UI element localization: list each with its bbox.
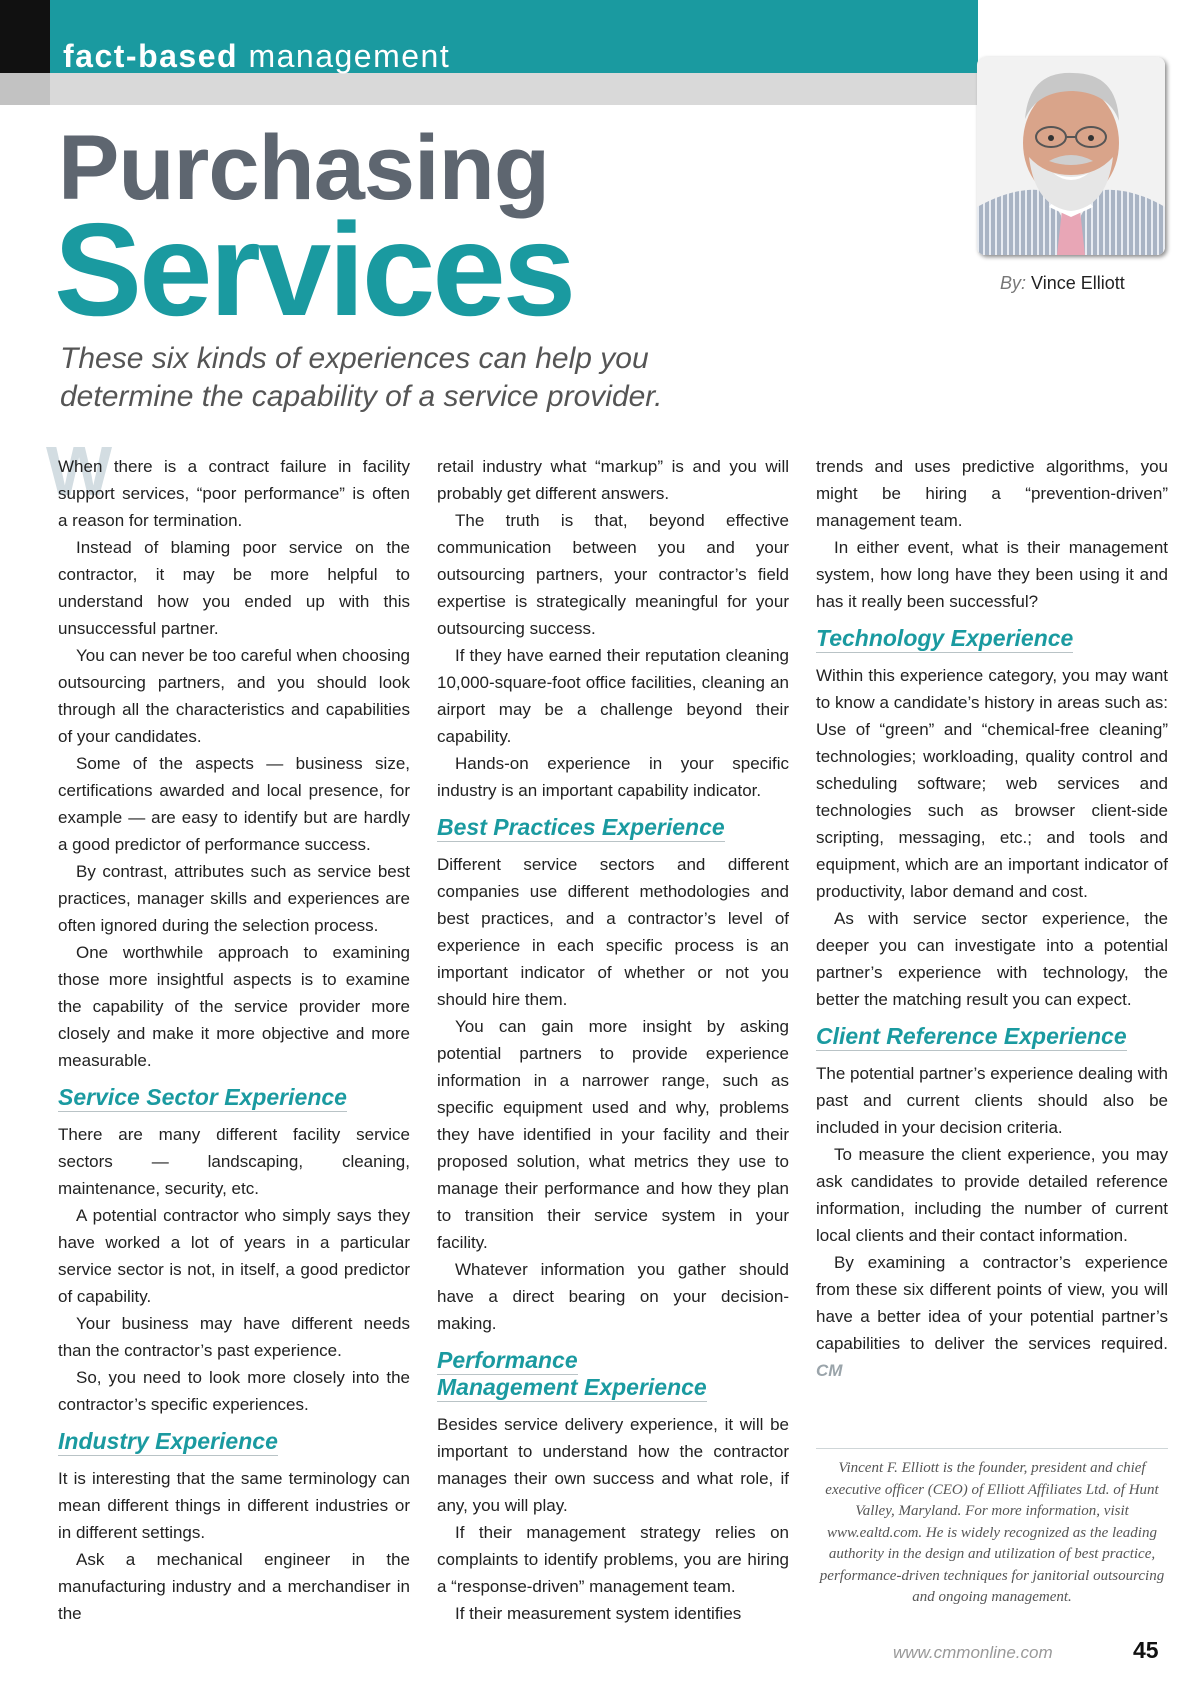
paragraph: Some of the aspects — business size, certifications awarded and local presence, for example — are easy to identify but are hardly a good predictor of performance success. [58,754,410,854]
section-heading-text: Technology Experience [816,625,1074,651]
paragraph: It is interesting that the same terminology can mean different things in different industries or in different settings. [58,1469,410,1542]
section-label-bold: fact-based [63,38,239,74]
paragraph-text: By examining a contractor’s experience from these six different points of view, you will have a better idea of your potential partner’s capabilities to deliver the services required. [816,1253,1168,1353]
paragraph: In either event, what is their management system, how long have they been using it and has it really been successful? [816,538,1168,611]
paragraph: The potential partner’s experience dealing with past and current clients should also be included in your decision criteria. [816,1064,1168,1137]
section-heading [58,1084,410,1111]
byline-label: By: [1000,273,1027,293]
paragraph: If their measurement system identifies [455,1604,742,1623]
paragraph: There are many different facility service sectors — landscaping, cleaning, maintenance, security, etc. [58,1125,410,1198]
section-heading-text: Service Sector Experience [58,1084,347,1110]
paragraph: If their management strategy relies on complaints to identify problems, you are hiring a “response-driven” management team. [437,1523,789,1596]
section-label-light: management [248,38,451,74]
section-heading-text: Client Reference Experience [816,1023,1127,1049]
paragraph: Besides service delivery experience, it will be important to understand how the contractor manages their own success and what role, if any, you will play. [437,1415,789,1515]
paragraph: Ask a mechanical engineer in the manufacturing industry and a merchandiser in the [58,1550,410,1623]
title-line-1: Purchasing [58,117,550,219]
paragraph: Within this experience category, you may want to know a candidate’s history in areas such as: Use of “green” and “chemical-free cleaning” technologies; workloading, quality control and scheduling software; web services and technologies such as browser client-side scripting, messaging, etc.; and tools and equipment, which are an important indicator of productivity, labor demand and cost. [816,666,1168,901]
paragraph: trends and uses predictive algorithms, you might be hiring a “prevention-driven” management team. [816,457,1168,530]
byline-author: Vince Elliott [1031,273,1125,293]
section-heading-text: Industry Experience [58,1428,278,1454]
section-label [63,36,450,76]
paragraph: Hands-on experience in your specific industry is an important capability indicator. [437,754,789,800]
section-heading [58,1428,410,1455]
header-gray-band [0,73,978,105]
section-heading-text: Best Practices Experience [437,814,725,840]
section-heading [816,625,1168,652]
paragraph: Instead of blaming poor service on the contractor, it may be more helpful to understand how you ended up with this unsuccessful partner. [58,538,410,638]
column-3 [816,453,1168,1384]
paragraph: You can gain more insight by asking potential partners to provide experience information in a narrower range, such as specific equipment used and why, problems they have identified in your facility and their proposed solution, what metrics they use to manage their performance and how they plan to transition their service system in your facility. [437,1017,789,1252]
paragraph: A potential contractor who simply says they have worked a lot of years in a particular service sector is not, in itself, a good predictor of capability. [58,1206,410,1306]
section-heading [437,1347,789,1401]
paragraph: When there is a contract failure in facility support services, “poor performance” is often a reason for termination. [58,457,410,530]
paragraph: If they have earned their reputation cleaning 10,000-square-foot office facilities, cleaning an airport may be a challenge beyond their capability. [437,646,789,746]
footer-url: www.cmmonline.com [893,1643,1053,1662]
paragraph: To measure the client experience, you may ask candidates to provide detailed reference information, including the number of current local clients and their contact information. [816,1145,1168,1245]
header-corner-block [0,0,50,73]
title-line-2: Services [54,196,574,343]
section-heading [816,1023,1168,1050]
author-portrait-illustration [977,57,1165,255]
byline [1000,272,1125,294]
paragraph: So, you need to look more closely into the contractor’s specific experiences. [58,1368,410,1414]
bio-divider [816,1448,1168,1449]
column-2 [437,453,789,1627]
subtitle: These six kinds of experiences can help you determine the capability of a service provider. [60,342,663,413]
section-heading-text: Management Experience [437,1374,707,1400]
author-photo [977,57,1165,255]
paragraph: retail industry what “markup” is and you will probably get different answers. [437,457,789,503]
paragraph: The truth is that, beyond effective communication between you and your outsourcing partners, your contractor’s field expertise is strategically meaningful for your outsourcing success. [437,511,789,638]
paragraph: By contrast, attributes such as service best practices, manager skills and experiences are often ignored during the selection process. [58,862,410,935]
paragraph: You can never be too careful when choosing outsourcing partners, and you should look through all the characteristics and capabilities of your candidates. [58,646,410,746]
paragraph: Your business may have different needs than the contractor’s past experience. [58,1314,410,1360]
page-number: 45 [1133,1637,1159,1663]
section-heading-text: Performance [437,1347,578,1373]
header-gray-corner [0,73,50,105]
section-heading [437,814,789,841]
paragraph: As with service sector experience, the deeper you can investigate into a potential partner’s experience with technology, the better the matching result you can expect. [816,909,1168,1009]
column-1 [58,453,410,1627]
paragraph: Different service sectors and different companies use different methodologies and best practices, and a contractor’s level of experience in each specific process is an important indicator of whether or not you should hire them. [437,855,789,1009]
drop-cap: W [46,432,113,510]
paragraph: One worthwhile approach to examining those more insightful aspects is to examine the capability of the service provider more closely and make it more objective and more measurable. [58,943,410,1070]
paragraph-final [816,1249,1168,1384]
paragraph: Whatever information you gather should have a direct bearing on your decision-making. [437,1260,789,1333]
author-bio: Vincent F. Elliott is the founder, president and chief executive officer (CEO) of Elliott Affiliates Ltd. of Hunt Valley, Maryland. For more information, visit www.ealtd.com. He is widely recognized as the leading authority in the design and utilization of best practice, performance-driven techniques for janitorial outsourcing and ongoing management. [819,1460,1165,1605]
end-mark: CM [816,1361,843,1380]
